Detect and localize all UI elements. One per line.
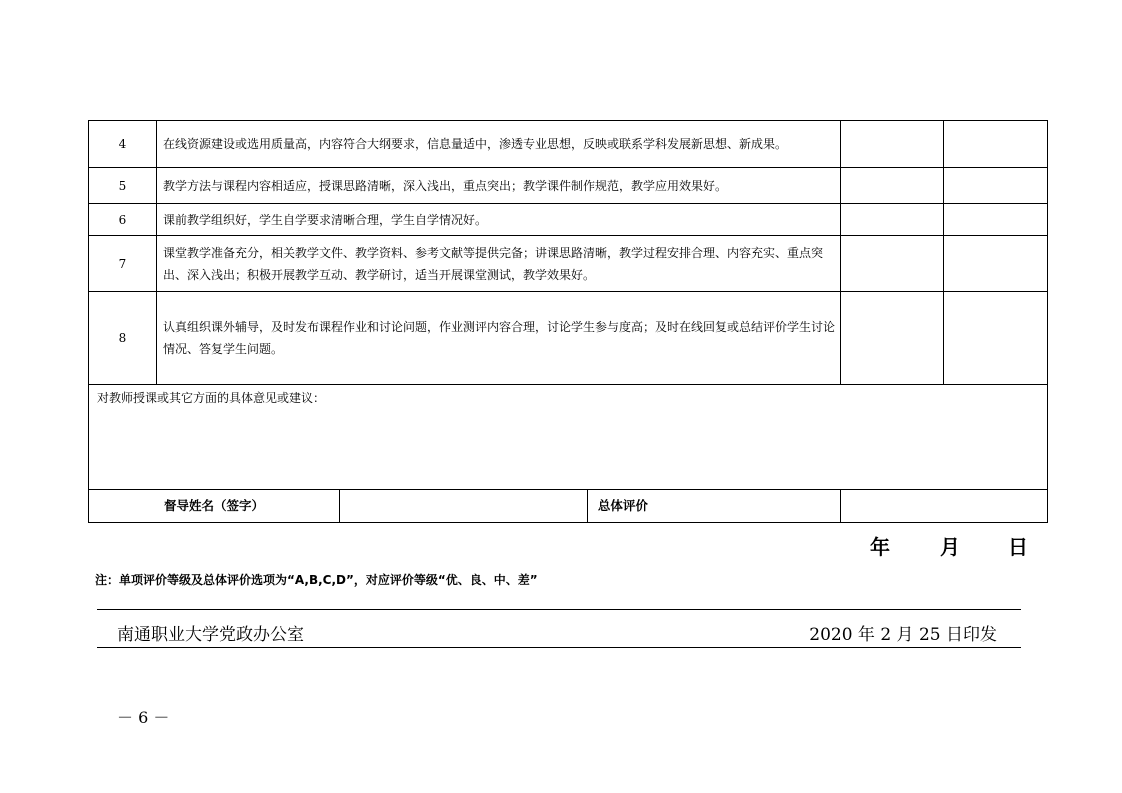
row-number: 5 — [89, 168, 157, 204]
score-cell[interactable] — [944, 204, 1048, 236]
score-cell[interactable] — [840, 204, 944, 236]
overall-rating-label: 总体评价 — [587, 490, 840, 523]
issuing-office: 南通职业大学党政办公室 — [117, 625, 304, 645]
overall-rating-field[interactable] — [840, 490, 1047, 523]
table-row — [89, 204, 1048, 236]
note-text: 注：单项评价等级及总体评价选项为“A,B,C,D”，对应评价等级“优、良、中、差” — [95, 573, 538, 587]
score-cell[interactable] — [840, 168, 944, 204]
score-cell[interactable] — [840, 121, 944, 168]
criterion-text: 认真组织课外辅导，及时发布课程作业和讨论问题，作业测评内容合理，讨论学生参与度高；及时在线回复或总结评价学生讨论情况、答复学生问题。 — [156, 292, 840, 385]
table-row — [89, 236, 1048, 292]
score-cell[interactable] — [944, 121, 1048, 168]
row-number: 6 — [89, 204, 157, 236]
row-number: 7 — [89, 236, 157, 292]
evaluation-table — [88, 120, 1048, 523]
table-row — [89, 121, 1048, 168]
comment-label: 对教师授课或其它方面的具体意见或建议： — [97, 391, 326, 405]
page-number: － 6 － — [117, 708, 170, 727]
date-month: 月 — [940, 535, 960, 559]
issue-date: 2020 年 2 月 25 日印发 — [809, 625, 997, 645]
score-cell[interactable] — [840, 292, 944, 385]
date-day: 日 — [1008, 535, 1028, 559]
table-row — [89, 168, 1048, 204]
row-number: 8 — [89, 292, 157, 385]
comment-field[interactable] — [89, 385, 1048, 490]
row-number: 4 — [89, 121, 157, 168]
criterion-text: 课前教学组织好，学生自学要求清晰合理，学生自学情况好。 — [156, 204, 840, 236]
footer-top-rule — [97, 609, 1021, 610]
comment-row — [89, 385, 1048, 490]
supervisor-signature-field[interactable] — [339, 490, 587, 523]
footer-bottom-rule — [97, 647, 1021, 648]
score-cell[interactable] — [840, 236, 944, 292]
score-cell[interactable] — [944, 168, 1048, 204]
criterion-text: 课堂教学准备充分，相关教学文件、教学资料、参考文献等提供完备；讲课思路清晰，教学过程安排合理、内容充实、重点突出、深入浅出；积极开展教学互动、教学研讨，适当开展课堂测试，教学效果好。 — [156, 236, 840, 292]
score-cell[interactable] — [944, 236, 1048, 292]
criterion-text: 在线资源建设或选用质量高，内容符合大纲要求，信息量适中，渗透专业思想，反映或联系学科发展新思想、新成果。 — [156, 121, 840, 168]
date-year: 年 — [870, 535, 890, 559]
table-row — [89, 292, 1048, 385]
score-cell[interactable] — [944, 292, 1048, 385]
criterion-text: 教学方法与课程内容相适应，授课思路清晰，深入浅出，重点突出；教学课件制作规范，教学应用效果好。 — [156, 168, 840, 204]
supervisor-label: 督导姓名（签字） — [89, 490, 340, 523]
signature-row — [89, 490, 1048, 523]
